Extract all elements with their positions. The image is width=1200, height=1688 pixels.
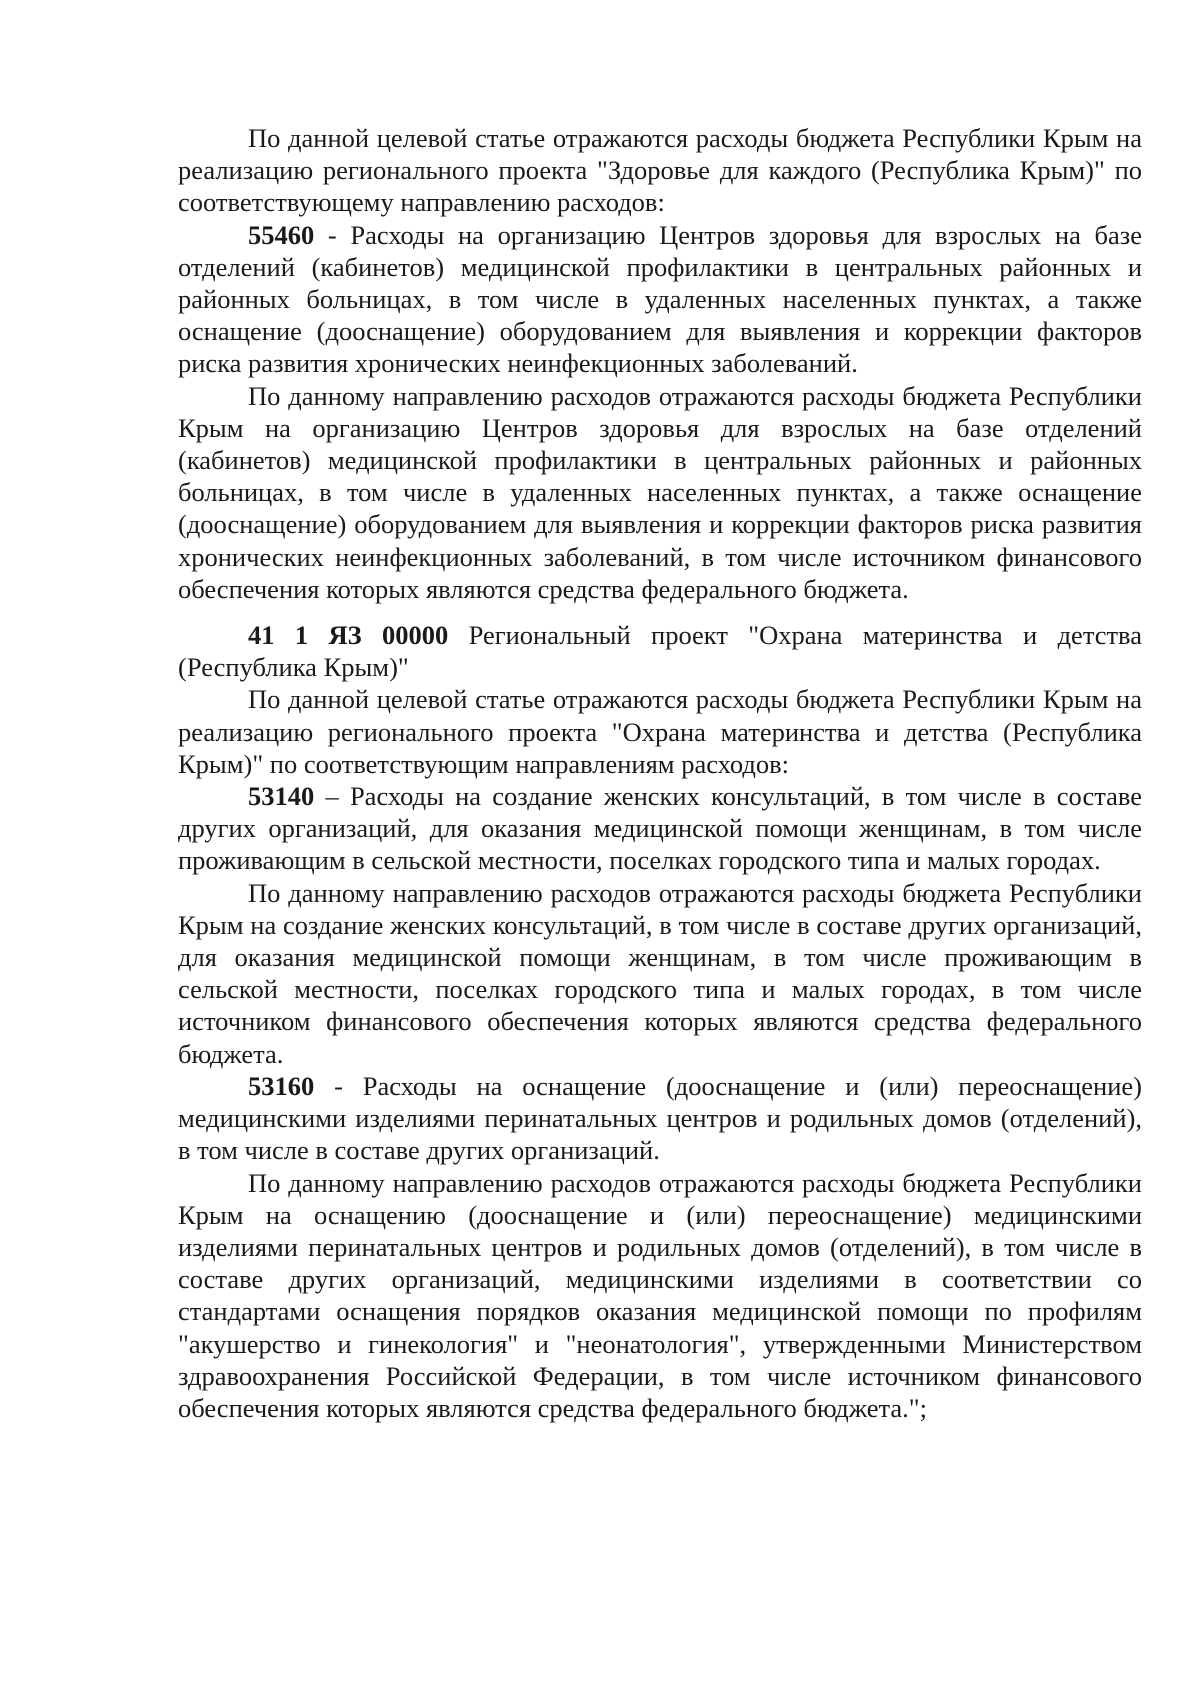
paragraph-code-55460 (178, 219, 1142, 380)
expense-code: 53140 (248, 781, 315, 812)
paragraph-text: По данной целевой статье отражаются расходы бюджета Республики Крым на реализацию регионального проекта "Здоровье для каждого (Республика Крым)" по соответствующему направлению расходов: (178, 123, 1142, 218)
paragraph-project-health-intro (178, 122, 1142, 219)
paragraph-text: - Расходы на организацию Центров здоровья для взрослых на базе отделений (кабинетов) медицинской профилактики в центральных районных и районных больницах, в том числе в удаленных населенных пунктах, а также оснащение (дооснащение) оборудованием для выявления и коррекции факторов риска развития хронических неинфекционных заболеваний. (178, 219, 1142, 379)
paragraph-text: По данному направлению расходов отражаются расходы бюджета Республики Крым на оснащению (дооснащение и (или) переоснащение) медицинскими изделиями перинатальных центров и родильных домов (отделений), в том числе в составе других организаций, медицинскими изделиями в соответствии со стандартами оснащения порядков оказания медицинской помощи по профилям "акушерство и гинекология" и "неонатология", утвержденными Министерством здравоохранения Российской Федерации, в том числе источником финансового обеспечения которых являются средства федерального бюджета."; (178, 1167, 1142, 1423)
paragraph-55460-details (178, 380, 1142, 605)
paragraph-project-maternity-intro (178, 683, 1142, 780)
target-article-code: 41 1 ЯЗ 00000 (248, 620, 449, 651)
document-page (178, 122, 1142, 1424)
paragraph-code-53140 (178, 780, 1142, 877)
paragraph-53140-details (178, 877, 1142, 1070)
expense-code: 53160 (248, 1070, 315, 1101)
paragraph-53160-details (178, 1167, 1142, 1425)
expense-code: 55460 (248, 219, 315, 250)
paragraph-project-maternity-heading (178, 619, 1142, 683)
paragraph-code-53160 (178, 1070, 1142, 1167)
paragraph-text: - Расходы на оснащение (дооснащение и (или) переоснащение) медицинскими изделиями перинатальных центров и родильных домов (отделений), в том числе в составе других организаций. (178, 1070, 1142, 1166)
paragraph-text: По данной целевой статье отражаются расходы бюджета Республики Крым на реализацию регионального проекта "Охрана материнства и детства (Республика Крым)" по соответствующим направлениям расходов: (178, 684, 1142, 779)
paragraph-text: По данному направлению расходов отражаются расходы бюджета Республики Крым на организацию Центров здоровья для взрослых на базе отделений (кабинетов) медицинской профилактики в центральных районных и районных больницах, в том числе в удаленных населенных пунктах, а также оснащение (дооснащение) оборудованием для выявления и коррекции факторов риска развития хронических неинфекционных заболеваний, в том числе источником финансового обеспечения которых являются средства федерального бюджета. (178, 380, 1142, 604)
paragraph-text: По данному направлению расходов отражаются расходы бюджета Республики Крым на создание женских консультаций, в том числе в составе других организаций, для оказания медицинской помощи женщинам, в том числе проживающим в сельской местности, поселках городского типа и малых городах, в том числе источником финансового обеспечения которых являются средства федерального бюджета. (178, 877, 1142, 1069)
paragraph-text: Региональный проект "Охрана материнства и детства (Республика Крым)" (178, 620, 1142, 683)
paragraph-text: – Расходы на создание женских консультаций, в том числе в составе других организаций, для оказания медицинской помощи женщинам, в том числе проживающим в сельской местности, поселках городского типа и малых городах. (178, 781, 1142, 876)
